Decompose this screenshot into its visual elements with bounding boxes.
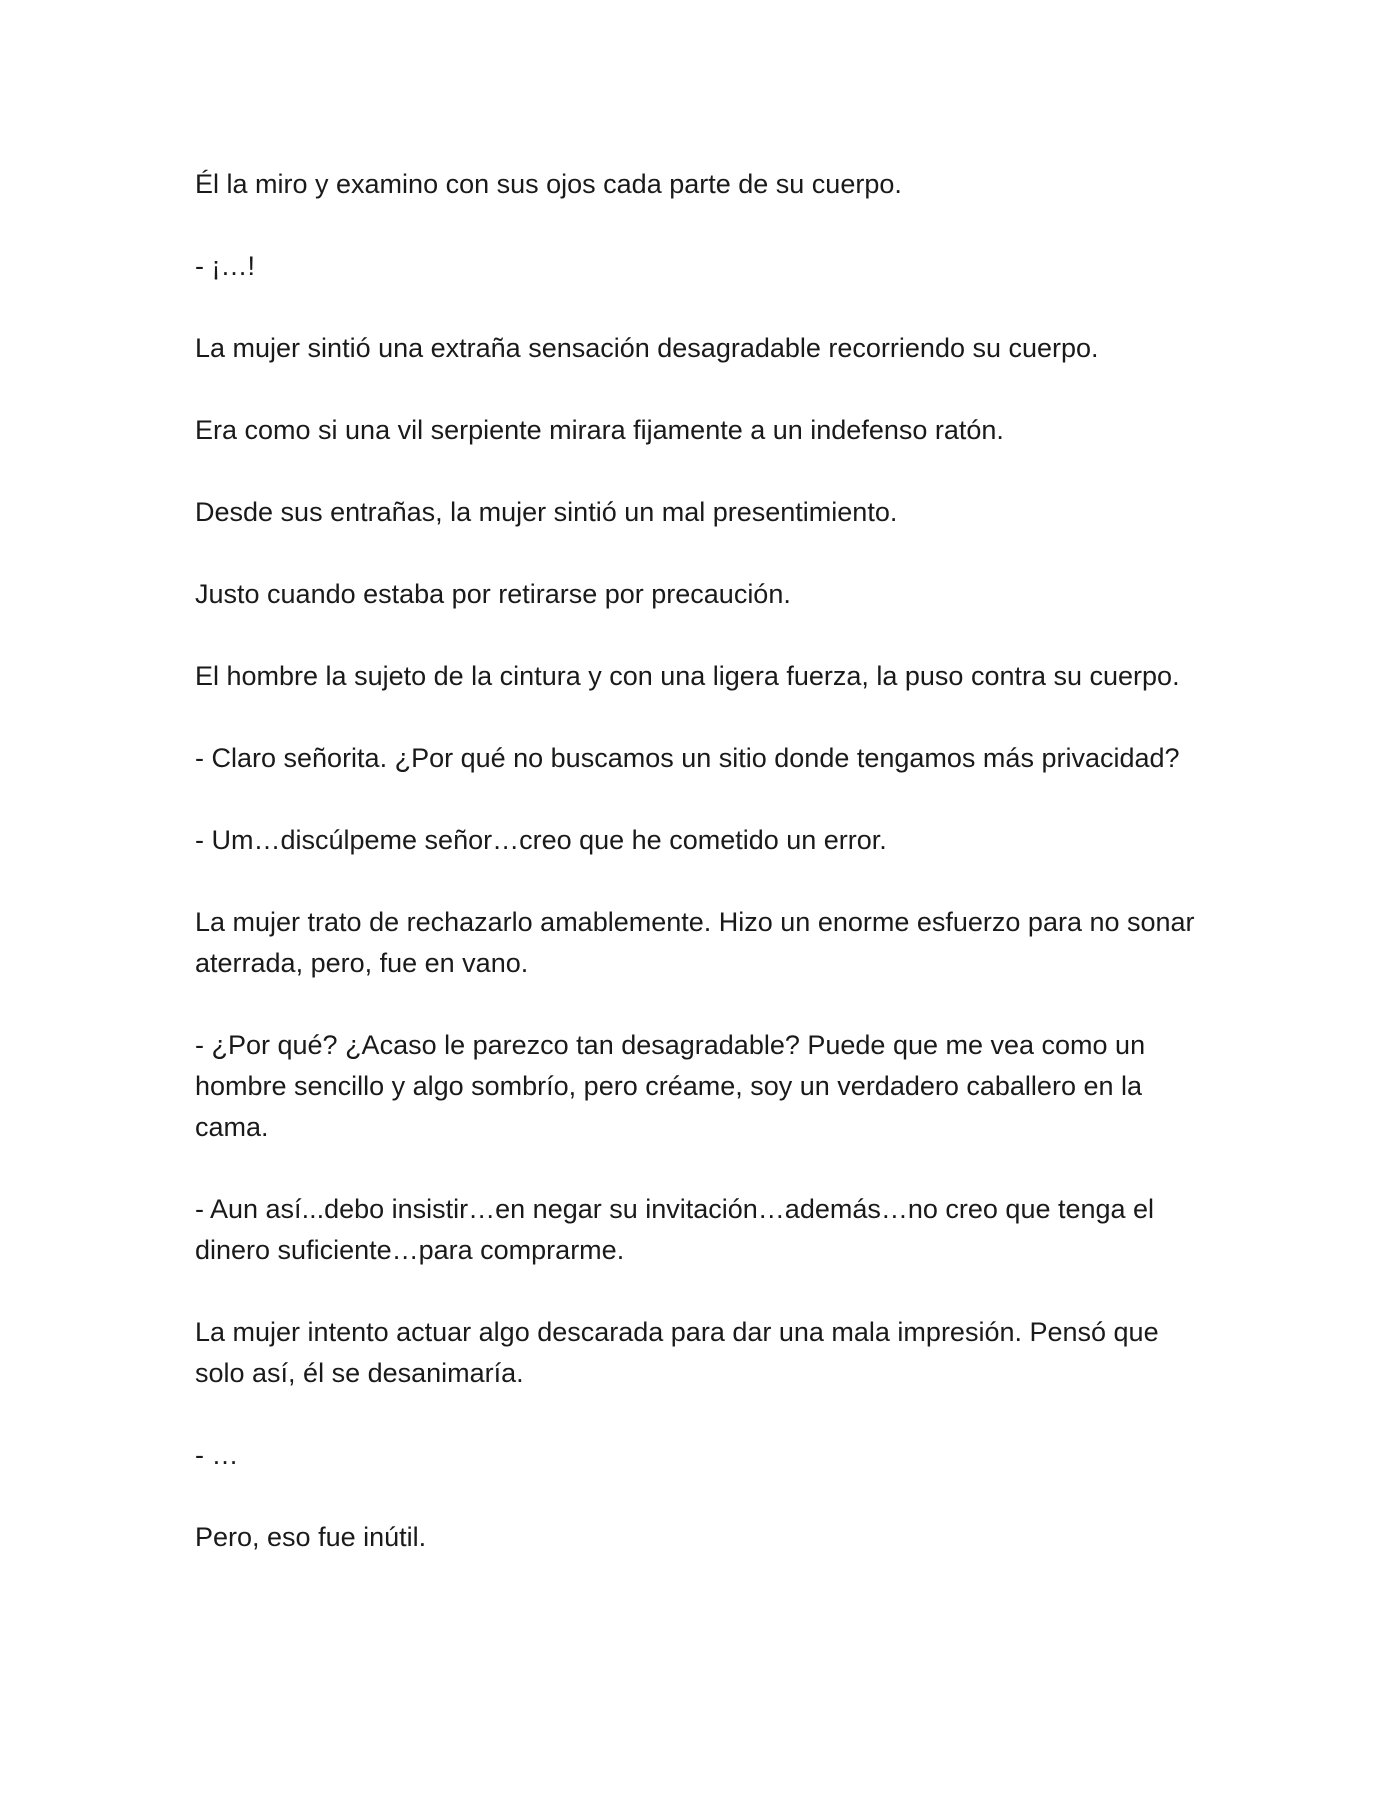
paragraph: - Um…discúlpeme señor…creo que he cometido un error.	[195, 825, 887, 855]
paragraph: La mujer intento actuar algo descarada para dar una mala impresión. Pensó que solo así, él se desanimaría.	[195, 1317, 1167, 1388]
paragraph: Desde sus entrañas, la mujer sintió un mal presentimiento.	[195, 497, 898, 527]
paragraph: - Aun así...debo insistir…en negar su invitación…además…no creo que tenga el dinero suficiente…para comprarme.	[195, 1194, 1162, 1265]
document-body	[195, 164, 1215, 1599]
paragraph: - ¿Por qué? ¿Acaso le parezco tan desagradable? Puede que me vea como un hombre sencillo y algo sombrío, pero créame, soy un verdadero caballero en la cama.	[195, 1030, 1153, 1142]
paragraph: Pero, eso fue inútil.	[195, 1522, 427, 1552]
paragraph: - …	[195, 1440, 239, 1470]
paragraph: Él la miro y examino con sus ojos cada parte de su cuerpo.	[195, 169, 902, 199]
paragraph: Justo cuando estaba por retirarse por precaución.	[195, 579, 791, 609]
paragraph: El hombre la sujeto de la cintura y con una ligera fuerza, la puso contra su cuerpo.	[195, 661, 1180, 691]
paragraph: - ¡…!	[195, 251, 255, 281]
paragraph: Era como si una vil serpiente mirara fijamente a un indefenso ratón.	[195, 415, 1004, 445]
paragraph: La mujer sintió una extraña sensación desagradable recorriendo su cuerpo.	[195, 333, 1099, 363]
paragraph: La mujer trato de rechazarlo amablemente. Hizo un enorme esfuerzo para no sonar aterrada, pero, fue en vano.	[195, 907, 1203, 978]
paragraph: - Claro señorita. ¿Por qué no buscamos un sitio donde tengamos más privacidad?	[195, 743, 1180, 773]
